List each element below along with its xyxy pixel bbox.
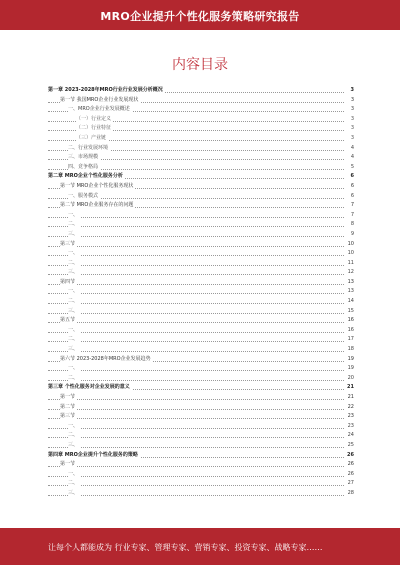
toc-entry[interactable] <box>48 249 354 259</box>
toc-page-number: 7 <box>349 201 354 211</box>
toc-page-number: 24 <box>346 431 354 441</box>
toc-entry[interactable] <box>48 470 354 480</box>
toc-entry-text: 三、市场规模 <box>68 154 99 161</box>
toc-leader-dots <box>48 313 344 314</box>
toc-leader-dots <box>48 322 344 323</box>
toc-page-number: 6 <box>349 192 354 202</box>
toc-leader-dots <box>48 380 344 381</box>
toc-page-number: 13 <box>346 287 354 297</box>
toc-entry[interactable] <box>48 220 354 230</box>
toc-page-number: 4 <box>349 144 354 154</box>
toc-page-number: 21 <box>346 393 354 403</box>
toc-leader-dots <box>48 495 344 496</box>
toc-entry[interactable] <box>48 287 354 297</box>
toc-page-number: 3 <box>349 124 354 134</box>
toc-page-number: 6 <box>349 182 354 192</box>
toc-entry[interactable] <box>48 307 354 317</box>
toc-page-number: 11 <box>346 259 354 269</box>
toc-page-number: 7 <box>349 211 354 221</box>
toc-entry-text: 二、 <box>68 480 79 487</box>
toc-entry-text: 三、 <box>68 230 79 237</box>
toc-entry[interactable] <box>48 268 354 278</box>
toc-entry-text: 二、 <box>68 259 79 266</box>
toc-entry-text: 二、 <box>68 336 79 343</box>
toc-leader-dots <box>48 341 344 342</box>
toc-entry[interactable] <box>48 335 354 345</box>
toc-entry[interactable] <box>48 259 354 269</box>
toc-entry[interactable] <box>48 297 354 307</box>
toc-page-number: 4 <box>349 153 354 163</box>
toc-page-number: 3 <box>349 134 354 144</box>
toc-page-number: 17 <box>346 335 354 345</box>
toc-page-number: 8 <box>349 220 354 230</box>
toc-page-number: 25 <box>346 441 354 451</box>
toc-entry[interactable] <box>48 355 354 365</box>
toc-entry-text: 二、行业发展环境 <box>68 144 109 151</box>
toc-entry-text: 一、MRO企业行业发展概述 <box>68 106 130 113</box>
toc-page-number: 5 <box>349 163 354 173</box>
toc-entry[interactable] <box>48 393 354 403</box>
toc-entry-text: 一、 <box>68 365 79 372</box>
toc-leader-dots <box>48 485 344 486</box>
toc-entry[interactable] <box>48 240 354 250</box>
toc-page-number: 26 <box>346 470 354 480</box>
toc-page-number: 20 <box>346 374 354 384</box>
toc-entry-text: 三、 <box>68 269 79 276</box>
toc-title: 内容目录 <box>172 57 228 73</box>
toc-entry-text: 二、 <box>68 298 79 305</box>
toc-entry-text: 三、 <box>68 346 79 353</box>
toc-entry[interactable] <box>48 211 354 221</box>
toc-entry-text: 第一节 <box>60 394 76 400</box>
toc-leader-dots <box>48 236 344 237</box>
toc-entry-text: 第五节 <box>60 317 76 324</box>
toc-entry[interactable] <box>48 105 354 115</box>
toc-entry-text: 第六节 2023-2028年MRO企业发展趋势 <box>60 355 151 362</box>
toc-page-number: 15 <box>346 307 354 317</box>
toc-entry-text: 第三章 个性化服务对企业发展的意义 <box>48 384 130 391</box>
toc-entry-text: 第一节 我国MRO企业行业发展现状 <box>60 96 139 103</box>
toc-entry-text: （二）行业特征 <box>76 125 112 132</box>
toc-entry[interactable] <box>48 230 354 240</box>
toc-entry[interactable] <box>48 316 354 326</box>
toc-entry[interactable] <box>48 134 354 144</box>
toc-entry[interactable] <box>48 124 354 134</box>
toc-entry-text: 第四节 <box>60 278 76 285</box>
report-title: MRO企业提升个性化服务策略研究报告 <box>100 10 300 23</box>
toc-page-number: 10 <box>346 249 354 259</box>
toc-page-number: 3 <box>349 105 354 115</box>
toc-entry[interactable] <box>48 374 354 384</box>
toc-page-number: 23 <box>346 412 354 422</box>
page-header <box>0 0 400 30</box>
toc-entry-text: 二、 <box>68 221 79 228</box>
toc-leader-dots <box>48 476 344 477</box>
toc-leader-dots <box>48 437 344 438</box>
toc-entry[interactable] <box>48 96 354 106</box>
toc-entry[interactable] <box>48 86 354 96</box>
toc-entry-text: （一）行业定义 <box>76 115 112 122</box>
toc-page-number: 23 <box>346 422 354 432</box>
toc-entry-text: 三、 <box>68 441 79 448</box>
toc-page-number: 27 <box>346 479 354 489</box>
toc-entry-text: 一、 <box>68 422 79 429</box>
toc-entry[interactable] <box>48 153 354 163</box>
toc-entry[interactable] <box>48 451 354 461</box>
toc-page-number: 16 <box>346 316 354 326</box>
toc-entry[interactable] <box>48 144 354 154</box>
toc-page-number: 18 <box>346 345 354 355</box>
toc-page-number: 3 <box>349 86 354 96</box>
toc-page-number: 28 <box>346 489 354 499</box>
toc-entry-text: 第三节 <box>60 240 76 247</box>
toc-entry-text: 第三节 <box>60 413 76 420</box>
toc-leader-dots <box>48 351 344 352</box>
toc-leader-dots <box>48 447 344 448</box>
toc-entry[interactable] <box>48 412 354 422</box>
toc-entry-text: 第一节 MRO企业个性化服务现状 <box>60 182 134 189</box>
toc-entry[interactable] <box>48 431 354 441</box>
toc-entry-text: 三、 <box>68 489 79 496</box>
toc-leader-dots <box>48 255 344 256</box>
toc-entry-text: 二、 <box>68 432 79 439</box>
toc-entry-text: 第四章 MRO企业提升个性化服务的策略 <box>48 451 138 458</box>
toc-entry[interactable] <box>48 192 354 202</box>
toc-page-number: 22 <box>346 403 354 413</box>
toc-page-number: 6 <box>349 172 354 182</box>
toc-leader-dots <box>48 293 344 294</box>
toc-entry[interactable] <box>48 403 354 413</box>
table-of-contents <box>48 86 354 499</box>
toc-entry-text: 第一节 <box>60 461 76 468</box>
toc-entry-text: 一、 <box>68 250 79 257</box>
toc-entry-text: 一、服务模式 <box>68 192 99 199</box>
toc-leader-dots <box>48 418 344 419</box>
toc-leader-dots <box>48 466 344 467</box>
toc-entry[interactable] <box>48 182 354 192</box>
toc-entry-text: 第二节 MRO企业服务存在的问题 <box>60 202 134 209</box>
toc-entry[interactable] <box>48 479 354 489</box>
toc-entry-text: 三、 <box>68 307 79 314</box>
toc-entry[interactable] <box>48 326 354 336</box>
toc-entry[interactable] <box>48 441 354 451</box>
toc-leader-dots <box>48 409 344 410</box>
toc-entry-text: 第二节 <box>60 403 76 410</box>
toc-leader-dots <box>48 284 344 285</box>
toc-leader-dots <box>48 274 344 275</box>
toc-entry[interactable] <box>48 460 354 470</box>
toc-entry-text: 一、 <box>68 326 79 333</box>
toc-entry[interactable] <box>48 422 354 432</box>
toc-entry[interactable] <box>48 172 354 182</box>
toc-leader-dots <box>48 226 344 227</box>
toc-entry[interactable] <box>48 345 354 355</box>
toc-page-number: 3 <box>349 115 354 125</box>
toc-entry[interactable] <box>48 383 354 393</box>
toc-leader-dots <box>48 370 344 371</box>
toc-entry-text: 二、 <box>68 374 79 381</box>
toc-entry-text: 四、竞争格局 <box>68 163 99 170</box>
toc-entry-text: 一、 <box>68 470 79 477</box>
toc-page-number: 9 <box>349 230 354 240</box>
page-footer <box>0 528 400 565</box>
toc-entry-text: 第一章 2023-2028年MRO行业行业发展分析概况 <box>48 87 163 93</box>
toc-page-number: 26 <box>345 451 354 461</box>
toc-page-number: 3 <box>349 96 354 106</box>
toc-page-number: 19 <box>346 364 354 374</box>
toc-leader-dots <box>48 246 344 247</box>
toc-page-number: 19 <box>346 355 354 365</box>
toc-entry[interactable] <box>48 115 354 125</box>
toc-entry-text: 一、 <box>68 211 79 218</box>
toc-entry[interactable] <box>48 364 354 374</box>
toc-page-number: 21 <box>345 383 354 393</box>
toc-entry-text: （三）产业链 <box>76 134 107 141</box>
toc-entry[interactable] <box>48 278 354 288</box>
toc-leader-dots <box>48 303 344 304</box>
toc-entry[interactable] <box>48 489 354 499</box>
toc-page-number: 10 <box>346 240 354 250</box>
footer-slogan: 让每个人都能成为 行业专家、管理专家、营销专家、投资专家、战略专家…… <box>48 543 323 552</box>
toc-entry-text: 一、 <box>68 288 79 295</box>
toc-leader-dots <box>48 399 344 400</box>
toc-entry[interactable] <box>48 163 354 173</box>
toc-page-number: 13 <box>346 278 354 288</box>
toc-page-number: 26 <box>346 460 354 470</box>
toc-page-number: 12 <box>346 268 354 278</box>
toc-leader-dots <box>48 332 344 333</box>
toc-page-number: 14 <box>346 297 354 307</box>
toc-entry-text: 第二章 MRO企业个性化服务分析 <box>48 173 123 180</box>
toc-leader-dots <box>48 217 344 218</box>
toc-leader-dots <box>48 265 344 266</box>
toc-leader-dots <box>48 428 344 429</box>
toc-entry[interactable] <box>48 201 354 211</box>
toc-page-number: 16 <box>346 326 354 336</box>
